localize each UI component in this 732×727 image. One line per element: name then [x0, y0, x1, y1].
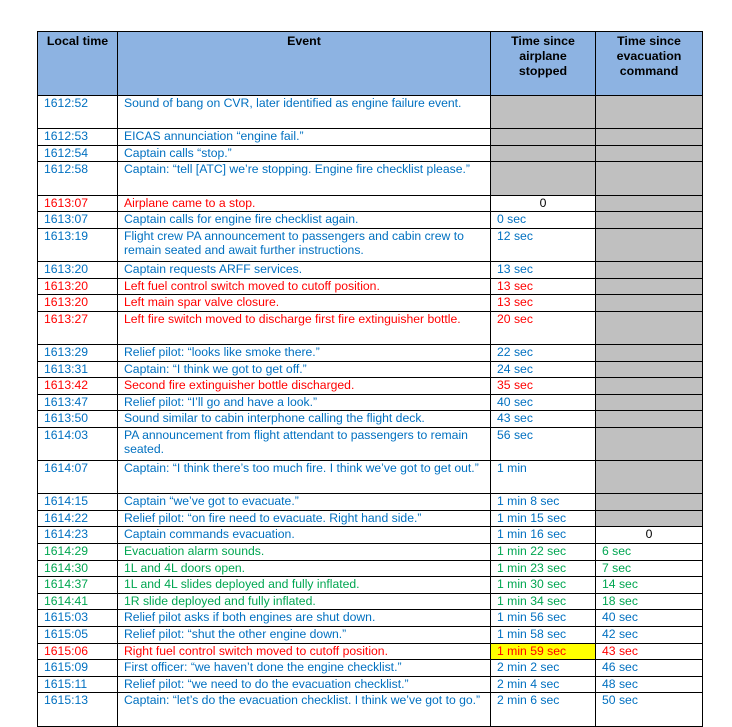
local-time-cell: 1612:52 — [38, 96, 118, 129]
table-row — [38, 361, 703, 378]
header-event: Event — [118, 32, 491, 96]
time-since-stop-cell — [491, 96, 596, 129]
time-since-evac-cell: 46 sec — [596, 660, 703, 677]
event-cell: Sound of bang on CVR, later identified as engine failure event. — [118, 96, 491, 129]
event-cell: Relief pilot asks if both engines are shut down. — [118, 610, 491, 627]
local-time-cell: 1615:09 — [38, 660, 118, 677]
table-row — [38, 693, 703, 726]
table-row — [38, 544, 703, 561]
table-row — [38, 96, 703, 129]
time-since-evac-cell: 0 — [596, 527, 703, 544]
time-since-stop-cell: 1 min 56 sec — [491, 610, 596, 627]
event-cell: Captain calls for engine fire checklist again. — [118, 212, 491, 229]
time-since-evac-cell: 14 sec — [596, 577, 703, 594]
event-cell: Second fire extinguisher bottle discharged. — [118, 378, 491, 395]
table-row — [38, 527, 703, 544]
event-cell: Left fire switch moved to discharge first fire extinguisher bottle. — [118, 311, 491, 344]
event-cell: First officer: “we haven’t done the engine checklist.” — [118, 660, 491, 677]
time-since-evac-cell — [596, 195, 703, 212]
table-row — [38, 228, 703, 261]
table-row — [38, 577, 703, 594]
time-since-evac-cell — [596, 361, 703, 378]
time-since-stop-cell: 1 min 15 sec — [491, 510, 596, 527]
header-local-time: Local time — [38, 32, 118, 96]
event-cell: Airplane came to a stop. — [118, 195, 491, 212]
local-time-cell: 1613:50 — [38, 411, 118, 428]
event-cell: Captain requests ARFF services. — [118, 261, 491, 278]
time-since-evac-cell — [596, 295, 703, 312]
event-cell: Sound similar to cabin interphone calling the flight deck. — [118, 411, 491, 428]
time-since-evac-cell: 7 sec — [596, 560, 703, 577]
event-cell: Captain: “tell [ATC] we’re stopping. Engine fire checklist please.” — [118, 162, 491, 195]
table-row — [38, 494, 703, 511]
time-since-stop-cell: 1 min 34 sec — [491, 593, 596, 610]
table-row — [38, 129, 703, 146]
table-row — [38, 261, 703, 278]
table-row — [38, 560, 703, 577]
event-cell: Captain commands evacuation. — [118, 527, 491, 544]
time-since-evac-cell — [596, 344, 703, 361]
time-since-stop-cell: 2 min 6 sec — [491, 693, 596, 726]
local-time-cell: 1613:42 — [38, 378, 118, 395]
time-since-stop-cell: 2 min 2 sec — [491, 660, 596, 677]
event-cell: Relief pilot: “shut the other engine down.” — [118, 627, 491, 644]
time-since-evac-cell — [596, 311, 703, 344]
table-row — [38, 344, 703, 361]
table-row — [38, 162, 703, 195]
event-cell: Evacuation alarm sounds. — [118, 544, 491, 561]
event-cell: Captain: “I think there’s too much fire. I think we’ve got to get out.” — [118, 461, 491, 494]
event-cell: EICAS annunciation “engine fail.” — [118, 129, 491, 146]
time-since-stop-cell: 13 sec — [491, 295, 596, 312]
time-since-stop-cell — [491, 129, 596, 146]
time-since-evac-cell: 48 sec — [596, 676, 703, 693]
time-since-evac-cell: 42 sec — [596, 627, 703, 644]
time-since-evac-cell — [596, 510, 703, 527]
local-time-cell: 1615:05 — [38, 627, 118, 644]
event-timeline-table — [37, 31, 703, 727]
event-cell: 1R slide deployed and fully inflated. — [118, 593, 491, 610]
table-row — [38, 411, 703, 428]
event-cell: Flight crew PA announcement to passengers and cabin crew to remain seated and await further instructions. — [118, 228, 491, 261]
time-since-stop-cell: 1 min — [491, 461, 596, 494]
event-cell: Left fuel control switch moved to cutoff position. — [118, 278, 491, 295]
time-since-stop-cell — [491, 162, 596, 195]
time-since-stop-cell: 40 sec — [491, 394, 596, 411]
time-since-evac-cell: 6 sec — [596, 544, 703, 561]
time-since-evac-cell — [596, 427, 703, 460]
time-since-stop-cell: 20 sec — [491, 311, 596, 344]
table-row — [38, 378, 703, 395]
time-since-stop-cell: 0 — [491, 195, 596, 212]
event-cell: Relief pilot: “on fire need to evacuate. Right hand side.” — [118, 510, 491, 527]
time-since-evac-cell: 18 sec — [596, 593, 703, 610]
local-time-cell: 1614:03 — [38, 427, 118, 460]
table-row — [38, 593, 703, 610]
time-since-stop-cell: 1 min 16 sec — [491, 527, 596, 544]
time-since-stop-cell: 1 min 59 sec — [491, 643, 596, 660]
table-row — [38, 394, 703, 411]
local-time-cell: 1614:37 — [38, 577, 118, 594]
local-time-cell: 1613:29 — [38, 344, 118, 361]
table-row — [38, 145, 703, 162]
local-time-cell: 1615:11 — [38, 676, 118, 693]
time-since-evac-cell — [596, 411, 703, 428]
local-time-cell: 1613:19 — [38, 228, 118, 261]
time-since-stop-cell: 1 min 22 sec — [491, 544, 596, 561]
event-cell: 1L and 4L slides deployed and fully inflated. — [118, 577, 491, 594]
local-time-cell: 1612:54 — [38, 145, 118, 162]
table-row — [38, 278, 703, 295]
time-since-stop-cell: 13 sec — [491, 278, 596, 295]
event-cell: Relief pilot: “we need to do the evacuation checklist.” — [118, 676, 491, 693]
local-time-cell: 1613:31 — [38, 361, 118, 378]
local-time-cell: 1614:22 — [38, 510, 118, 527]
table-row — [38, 295, 703, 312]
local-time-cell: 1614:41 — [38, 593, 118, 610]
local-time-cell: 1612:58 — [38, 162, 118, 195]
table-row — [38, 461, 703, 494]
event-cell: 1L and 4L doors open. — [118, 560, 491, 577]
time-since-evac-cell — [596, 129, 703, 146]
event-cell: Left main spar valve closure. — [118, 295, 491, 312]
time-since-stop-cell: 12 sec — [491, 228, 596, 261]
header-time-since-evac: Time since evacuation command — [596, 32, 703, 96]
local-time-cell: 1615:06 — [38, 643, 118, 660]
time-since-evac-cell — [596, 261, 703, 278]
time-since-stop-cell — [491, 145, 596, 162]
local-time-cell: 1614:07 — [38, 461, 118, 494]
event-cell: Captain: “I think we got to get off.” — [118, 361, 491, 378]
event-cell: Relief pilot: “looks like smoke there.” — [118, 344, 491, 361]
time-since-stop-cell: 43 sec — [491, 411, 596, 428]
local-time-cell: 1613:07 — [38, 212, 118, 229]
event-cell: Captain calls “stop.” — [118, 145, 491, 162]
table-row — [38, 427, 703, 460]
event-cell: Captain “we’ve got to evacuate.” — [118, 494, 491, 511]
time-since-evac-cell — [596, 145, 703, 162]
time-since-evac-cell — [596, 212, 703, 229]
time-since-stop-cell: 22 sec — [491, 344, 596, 361]
local-time-cell: 1614:30 — [38, 560, 118, 577]
local-time-cell: 1613:47 — [38, 394, 118, 411]
time-since-stop-cell: 0 sec — [491, 212, 596, 229]
local-time-cell: 1614:15 — [38, 494, 118, 511]
event-cell: PA announcement from flight attendant to passengers to remain seated. — [118, 427, 491, 460]
time-since-stop-cell: 1 min 8 sec — [491, 494, 596, 511]
local-time-cell: 1613:20 — [38, 261, 118, 278]
time-since-stop-cell: 56 sec — [491, 427, 596, 460]
time-since-evac-cell — [596, 162, 703, 195]
local-time-cell: 1615:13 — [38, 693, 118, 726]
time-since-evac-cell — [596, 394, 703, 411]
time-since-evac-cell — [596, 494, 703, 511]
time-since-evac-cell: 43 sec — [596, 643, 703, 660]
time-since-stop-cell: 1 min 23 sec — [491, 560, 596, 577]
event-cell: Right fuel control switch moved to cutoff position. — [118, 643, 491, 660]
table-row — [38, 643, 703, 660]
local-time-cell: 1615:03 — [38, 610, 118, 627]
local-time-cell: 1613:27 — [38, 311, 118, 344]
table-row — [38, 195, 703, 212]
time-since-evac-cell — [596, 228, 703, 261]
time-since-stop-cell: 2 min 4 sec — [491, 676, 596, 693]
event-cell: Relief pilot: “I’ll go and have a look.” — [118, 394, 491, 411]
table-row — [38, 510, 703, 527]
event-cell: Captain: “let’s do the evacuation checklist. I think we’ve got to go.” — [118, 693, 491, 726]
header-time-since-stop: Time since airplane stopped — [491, 32, 596, 96]
time-since-evac-cell: 40 sec — [596, 610, 703, 627]
time-since-evac-cell — [596, 278, 703, 295]
local-time-cell: 1613:20 — [38, 295, 118, 312]
table-row — [38, 610, 703, 627]
time-since-evac-cell — [596, 378, 703, 395]
header-row — [38, 32, 703, 96]
time-since-stop-cell: 13 sec — [491, 261, 596, 278]
table-row — [38, 660, 703, 677]
local-time-cell: 1614:23 — [38, 527, 118, 544]
local-time-cell: 1612:53 — [38, 129, 118, 146]
time-since-evac-cell — [596, 461, 703, 494]
time-since-evac-cell: 50 sec — [596, 693, 703, 726]
local-time-cell: 1613:07 — [38, 195, 118, 212]
local-time-cell: 1614:29 — [38, 544, 118, 561]
table-row — [38, 676, 703, 693]
local-time-cell: 1613:20 — [38, 278, 118, 295]
time-since-stop-cell: 24 sec — [491, 361, 596, 378]
table-row — [38, 212, 703, 229]
time-since-stop-cell: 1 min 30 sec — [491, 577, 596, 594]
table-row — [38, 311, 703, 344]
time-since-stop-cell: 35 sec — [491, 378, 596, 395]
time-since-evac-cell — [596, 96, 703, 129]
time-since-stop-cell: 1 min 58 sec — [491, 627, 596, 644]
table-row — [38, 627, 703, 644]
